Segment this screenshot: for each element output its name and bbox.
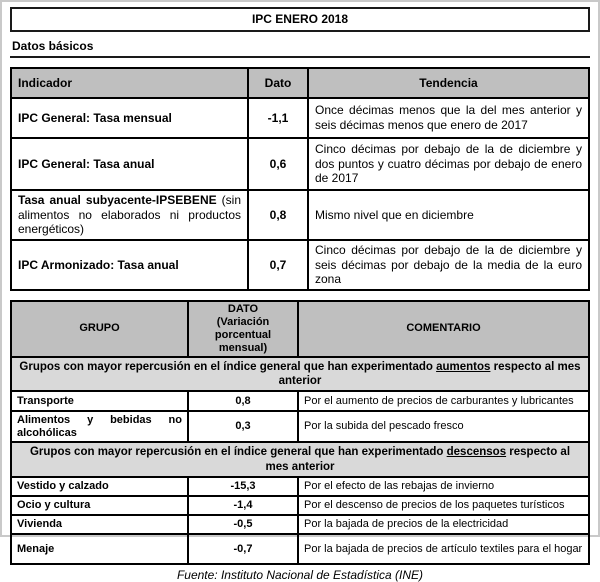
table-row-vestido bbox=[11, 477, 589, 496]
dato-cell: 0,6 bbox=[248, 138, 308, 190]
group-cell: Menaje bbox=[11, 534, 188, 564]
dato-cell: -1,1 bbox=[248, 98, 308, 138]
indicator-cell bbox=[11, 98, 248, 138]
groups-header-row bbox=[11, 301, 589, 357]
dato-cell: -15,3 bbox=[188, 477, 298, 496]
groups-table bbox=[10, 300, 590, 565]
table-row-menaje bbox=[11, 534, 589, 564]
divider-rule bbox=[10, 56, 590, 58]
table-row-vivienda bbox=[11, 515, 589, 534]
tendencia-cell: Mismo nivel que en diciembre bbox=[308, 190, 589, 240]
dato-cell: -0,5 bbox=[188, 515, 298, 534]
group-cell: Vestido y calzado bbox=[11, 477, 188, 496]
dato-cell: 0,7 bbox=[248, 240, 308, 290]
source-note: Fuente: Instituto Nacional de Estadística (INE) bbox=[176, 568, 424, 582]
group-cell: Vivienda bbox=[11, 515, 188, 534]
indicator-label: Tasa anual subyacente-IPSEBENE bbox=[18, 193, 217, 207]
comment-cell: Por el efecto de las rebajas de invierno bbox=[298, 477, 589, 496]
section-header-descensos bbox=[11, 442, 589, 477]
tendencia-cell: Once décimas menos que la del mes anterior y seis décimas menos que enero de 2017 bbox=[308, 98, 589, 138]
indicator-label-detail: (sin alimentos no elaborados ni productos energéticos) bbox=[18, 193, 241, 237]
dato-cell: -1,4 bbox=[188, 496, 298, 515]
tendencia-cell: Cinco décimas por debajo de la de diciembre y seis décimas por debajo de la media de la euro zona bbox=[308, 240, 589, 290]
table-row-alimentos bbox=[11, 411, 589, 442]
column-header-comentario: COMENTARIO bbox=[298, 301, 589, 357]
section-keyword-aumentos: aumentos bbox=[436, 360, 491, 373]
indicator-label: IPC General: Tasa anual bbox=[18, 156, 155, 171]
column-header-tendencia: Tendencia bbox=[308, 68, 589, 98]
column-header-grupo: GRUPO bbox=[11, 301, 188, 357]
indicator-cell bbox=[11, 138, 248, 190]
indicators-header-row bbox=[11, 68, 589, 98]
comment-cell: Por el descenso de precios de los paquetes turísticos bbox=[298, 496, 589, 515]
section-text-suffix: respecto al mes anterior bbox=[278, 360, 581, 387]
section-text-prefix: Grupos con mayor repercusión en el índice general que han experimentado bbox=[29, 446, 447, 459]
indicator-cell bbox=[11, 190, 248, 240]
indicator-label: IPC General: Tasa mensual bbox=[18, 110, 172, 125]
group-cell: Alimentos y bebidas no alcohólicas bbox=[11, 411, 188, 442]
comment-cell: Por la bajada de precios de la electricidad bbox=[298, 515, 589, 534]
dato-header-line1: DATO bbox=[227, 302, 259, 315]
section-header-aumentos bbox=[11, 357, 589, 392]
section-row-descensos bbox=[11, 442, 589, 477]
group-cell: Transporte bbox=[11, 391, 188, 411]
section-row-aumentos bbox=[11, 357, 589, 392]
column-header-dato-variacion bbox=[188, 301, 298, 357]
document-title: IPC ENERO 2018 bbox=[251, 12, 349, 26]
document-title-box bbox=[10, 7, 590, 32]
section-heading-datos-basicos: Datos básicos bbox=[12, 39, 94, 53]
section-text-prefix: Grupos con mayor repercusión en el índice general que han experimentado bbox=[19, 360, 437, 373]
table-row-ipc-anual bbox=[11, 138, 589, 190]
dato-cell: 0,8 bbox=[248, 190, 308, 240]
section-keyword-descensos: descensos bbox=[446, 446, 507, 459]
comment-cell: Por la subida del pescado fresco bbox=[298, 411, 589, 442]
column-header-indicador: Indicador bbox=[11, 68, 248, 98]
tendencia-cell: Cinco décimas por debajo de la de diciembre y dos puntos y cuatro décimas por debajo de enero de 2017 bbox=[308, 138, 589, 190]
indicator-label: IPC Armonizado: Tasa anual bbox=[18, 257, 179, 272]
dato-cell: 0,3 bbox=[188, 411, 298, 442]
dato-header-line2: (Variación porcentual mensual) bbox=[214, 315, 272, 354]
dato-cell: 0,8 bbox=[188, 391, 298, 411]
section-text-suffix: respecto al mes anterior bbox=[265, 446, 571, 473]
comment-cell: Por la bajada de precios de artículo textiles para el hogar bbox=[298, 534, 589, 564]
comment-cell: Por el aumento de precios de carburantes y lubricantes bbox=[298, 391, 589, 411]
table-row-ocio bbox=[11, 496, 589, 515]
table-row-armonizado bbox=[11, 240, 589, 290]
table-row-transporte bbox=[11, 391, 589, 411]
table-row-subyacente bbox=[11, 190, 589, 240]
group-cell: Ocio y cultura bbox=[11, 496, 188, 515]
table-row-ipc-mensual bbox=[11, 98, 589, 138]
indicators-table bbox=[10, 67, 590, 291]
column-header-dato: Dato bbox=[248, 68, 308, 98]
dato-cell: -0,7 bbox=[188, 534, 298, 564]
indicator-cell bbox=[11, 240, 248, 290]
